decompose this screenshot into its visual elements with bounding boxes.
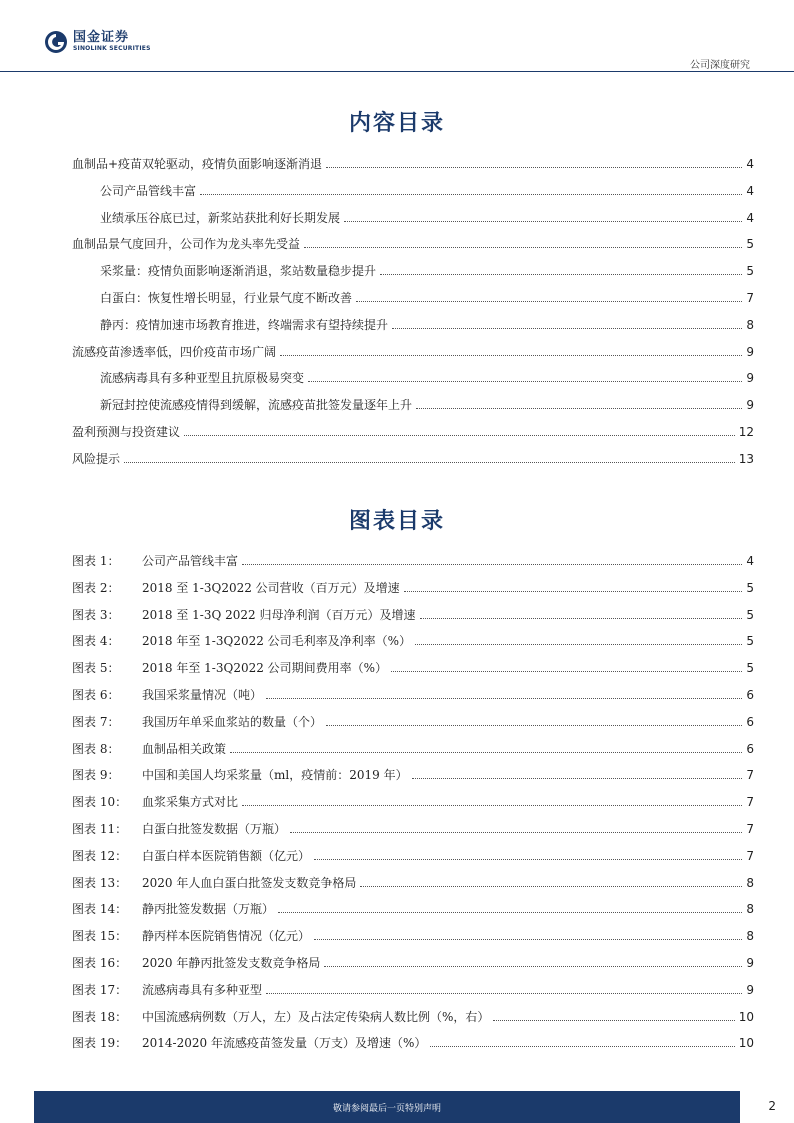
figure-number: 图表 16： <box>72 956 128 970</box>
page-number: 2 <box>768 1099 776 1113</box>
contents-entry-title: 白蛋白：恢复性增长明显，行业景气度不断改善 <box>100 291 353 305</box>
figure-entry[interactable] <box>72 949 754 971</box>
page-reference: 9 <box>746 982 754 997</box>
dot-leader <box>430 1046 734 1047</box>
page-reference: 12 <box>738 425 754 439</box>
figure-title: 中国和美国人均采浆量（ml，疫情前：2019 年） <box>142 768 408 783</box>
dot-leader <box>420 618 743 619</box>
dot-leader <box>200 194 742 195</box>
dot-leader <box>326 167 742 168</box>
dot-leader <box>412 778 743 779</box>
dot-leader <box>344 221 742 222</box>
dot-leader <box>242 564 742 565</box>
figure-title: 2018 年至 1-3Q2022 公司毛利率及净利率（%） <box>142 634 412 649</box>
figure-number: 图表 7： <box>72 714 120 729</box>
contents-entry-title: 流感病毒具有多种亚型且抗原极易突变 <box>100 371 305 386</box>
figure-title: 静丙样本医院销售情况（亿元） <box>142 929 311 944</box>
dot-leader <box>266 698 742 699</box>
page-reference: 6 <box>746 714 754 729</box>
figure-entry[interactable] <box>72 815 754 837</box>
footer-disclaimer: 敬请参阅最后一页特别声明 <box>332 1103 441 1114</box>
contents-entry[interactable] <box>72 418 754 440</box>
page-reference: 4 <box>746 554 754 568</box>
header-divider <box>0 71 794 72</box>
figures-title: 图表目录 <box>348 508 445 534</box>
dot-leader <box>242 805 742 806</box>
figure-number: 图表 11： <box>72 822 128 836</box>
figure-entry[interactable] <box>72 627 754 649</box>
dot-leader <box>124 462 735 463</box>
dot-leader <box>493 1020 734 1021</box>
figure-entry[interactable] <box>72 654 754 676</box>
contents-entry[interactable] <box>72 284 754 306</box>
contents-entry-title: 血制品+疫苗双轮驱动，疫情负面影响逐渐消退 <box>72 157 323 171</box>
contents-entry[interactable] <box>72 150 754 172</box>
dot-leader <box>404 591 743 592</box>
contents-entry-title: 业绩承压谷底已过，新浆站获批利好长期发展 <box>100 210 341 225</box>
figure-entry[interactable] <box>72 1029 754 1051</box>
footer-bar <box>34 1091 740 1123</box>
figure-number: 图表 12： <box>72 848 128 863</box>
dot-leader <box>326 725 742 726</box>
page-reference: 8 <box>746 902 754 917</box>
dot-leader <box>391 671 742 672</box>
contents-entry-title: 静丙：疫情加速市场教育推进，终端需求有望持续提升 <box>100 317 389 332</box>
dot-leader <box>314 859 742 860</box>
page-reference: 5 <box>746 661 754 676</box>
dot-leader <box>380 274 742 275</box>
figure-number: 图表 9： <box>72 768 120 783</box>
figure-entry[interactable] <box>72 601 754 623</box>
logo-chinese-name: 国金证券 <box>73 30 130 45</box>
figure-entry[interactable] <box>72 708 754 730</box>
figure-number: 图表 6： <box>72 688 120 702</box>
figure-title: 我国采浆量情况（吨） <box>142 688 263 702</box>
figure-number: 图表 14： <box>72 902 128 917</box>
figure-title: 血制品相关政策 <box>142 741 227 756</box>
figure-number: 图表 8： <box>72 741 120 756</box>
contents-entry-title: 流感疫苗渗透率低，四价疫苗市场广阔 <box>72 344 277 359</box>
contents-entry[interactable] <box>72 338 754 360</box>
page-reference: 4 <box>746 183 754 198</box>
figure-title: 静丙批签发数据（万瓶） <box>142 902 275 917</box>
contents-entry[interactable] <box>72 257 754 279</box>
page-reference: 8 <box>746 317 754 332</box>
logo-english-name: SINOLINK SECURITIES <box>73 45 151 52</box>
page-reference: 6 <box>746 688 754 702</box>
page-reference: 9 <box>746 371 754 386</box>
figure-title: 我国历年单采血浆站的数量（个） <box>142 714 323 729</box>
contents-entry-title: 公司产品管线丰富 <box>100 183 197 198</box>
dot-leader <box>360 886 742 887</box>
company-logo <box>44 30 151 54</box>
contents-entry[interactable] <box>72 311 754 333</box>
contents-entry[interactable] <box>72 391 754 413</box>
dot-leader <box>392 328 742 329</box>
dot-leader <box>308 381 742 382</box>
figure-number: 图表 10： <box>72 795 128 810</box>
figure-entry[interactable] <box>72 842 754 864</box>
page-reference: 8 <box>746 929 754 944</box>
contents-entry[interactable] <box>72 364 754 386</box>
page-reference: 7 <box>746 768 754 783</box>
figure-entry[interactable] <box>72 895 754 917</box>
figure-number: 图表 5： <box>72 661 120 676</box>
page-reference: 7 <box>746 822 754 836</box>
dot-leader <box>416 408 742 409</box>
figure-entry[interactable] <box>72 788 754 810</box>
figure-entry[interactable] <box>72 735 754 757</box>
page-reference: 10 <box>738 1036 754 1051</box>
figure-title: 2018 年至 1-3Q2022 公司期间费用率（%） <box>142 661 388 676</box>
figure-title: 血浆采集方式对比 <box>142 795 239 810</box>
figure-entry[interactable] <box>72 574 754 596</box>
figure-title: 白蛋白批签发数据（万瓶） <box>142 822 287 836</box>
page-reference: 7 <box>746 848 754 863</box>
contents-entry-title: 新冠封控使流感疫情得到缓解，流感疫苗批签发量逐年上升 <box>100 398 413 413</box>
dot-leader <box>290 832 742 833</box>
figure-number: 图表 3： <box>72 607 120 622</box>
page-reference: 9 <box>746 344 754 359</box>
page-reference: 5 <box>746 607 754 622</box>
contents-entry[interactable] <box>72 230 754 252</box>
page-reference: 10 <box>738 1009 754 1024</box>
page-reference: 5 <box>746 580 754 595</box>
figure-entry[interactable] <box>72 681 754 703</box>
page-reference: 4 <box>746 210 754 225</box>
contents-entry[interactable] <box>72 445 754 467</box>
dot-leader <box>304 247 742 248</box>
contents-entry-title: 血制品景气度回升，公司作为龙头率先受益 <box>72 237 301 252</box>
sinolink-logo-icon <box>44 30 68 54</box>
figure-number: 图表 1： <box>72 554 120 568</box>
figure-title: 2018 至 1-3Q 2022 归母净利润（百万元）及增速 <box>142 607 416 622</box>
page-reference: 9 <box>746 398 754 413</box>
dot-leader <box>280 355 742 356</box>
page-reference: 5 <box>746 264 754 279</box>
figure-title: 2020 年静丙批签发支数竞争格局 <box>142 956 321 970</box>
figure-title: 2014-2020 年流感疫苗签发量（万支）及增速（%） <box>142 1036 427 1051</box>
figure-entry[interactable] <box>72 976 754 998</box>
figure-number: 图表 2： <box>72 580 120 595</box>
dot-leader <box>184 435 735 436</box>
page-reference: 6 <box>746 741 754 756</box>
page-reference: 7 <box>746 291 754 305</box>
contents-entry-title: 盈利预测与投资建议 <box>72 425 181 439</box>
page-reference: 8 <box>746 875 754 890</box>
contents-entry-title: 采浆量：疫情负面影响逐渐消退，浆站数量稳步提升 <box>100 264 377 279</box>
figure-entry[interactable] <box>72 547 754 569</box>
figure-number: 图表 15： <box>72 929 128 944</box>
figure-title: 流感病毒具有多种亚型 <box>142 982 263 997</box>
figure-title: 中国流感病例数（万人，左）及占法定传染病人数比例（%，右） <box>142 1009 490 1024</box>
figure-entry[interactable] <box>72 922 754 944</box>
contents-entry-title: 风险提示 <box>72 451 121 466</box>
dot-leader <box>356 301 742 302</box>
figure-number: 图表 4： <box>72 634 120 649</box>
page-reference: 9 <box>746 956 754 970</box>
figure-title: 2020 年人血白蛋白批签发支数竞争格局 <box>142 875 357 890</box>
dot-leader <box>415 644 742 645</box>
page-reference: 7 <box>746 795 754 810</box>
dot-leader <box>266 993 742 994</box>
figure-entry[interactable] <box>72 869 754 891</box>
dot-leader <box>324 966 742 967</box>
page-header <box>0 0 794 72</box>
contents-title: 内容目录 <box>348 110 445 136</box>
figure-entry[interactable] <box>72 1003 754 1025</box>
figure-title: 2018 至 1-3Q2022 公司营收（百万元）及增速 <box>142 580 400 595</box>
figure-number: 图表 13： <box>72 875 128 890</box>
page-reference: 13 <box>738 451 754 466</box>
dot-leader <box>230 752 742 753</box>
page-reference: 5 <box>746 634 754 649</box>
page-footer <box>0 1091 794 1123</box>
report-type-label: 公司深度研究 <box>690 60 750 71</box>
dot-leader <box>278 912 742 913</box>
page-reference: 5 <box>746 237 754 252</box>
contents-entry[interactable] <box>72 204 754 226</box>
figure-number: 图表 19： <box>72 1036 128 1051</box>
page-reference: 4 <box>746 157 754 171</box>
dot-leader <box>314 939 742 940</box>
figure-entry[interactable] <box>72 761 754 783</box>
figure-number: 图表 18： <box>72 1009 128 1024</box>
contents-entry[interactable] <box>72 177 754 199</box>
figure-title: 公司产品管线丰富 <box>142 554 239 568</box>
figure-title: 白蛋白样本医院销售额（亿元） <box>142 848 311 863</box>
figure-number: 图表 17： <box>72 982 128 997</box>
